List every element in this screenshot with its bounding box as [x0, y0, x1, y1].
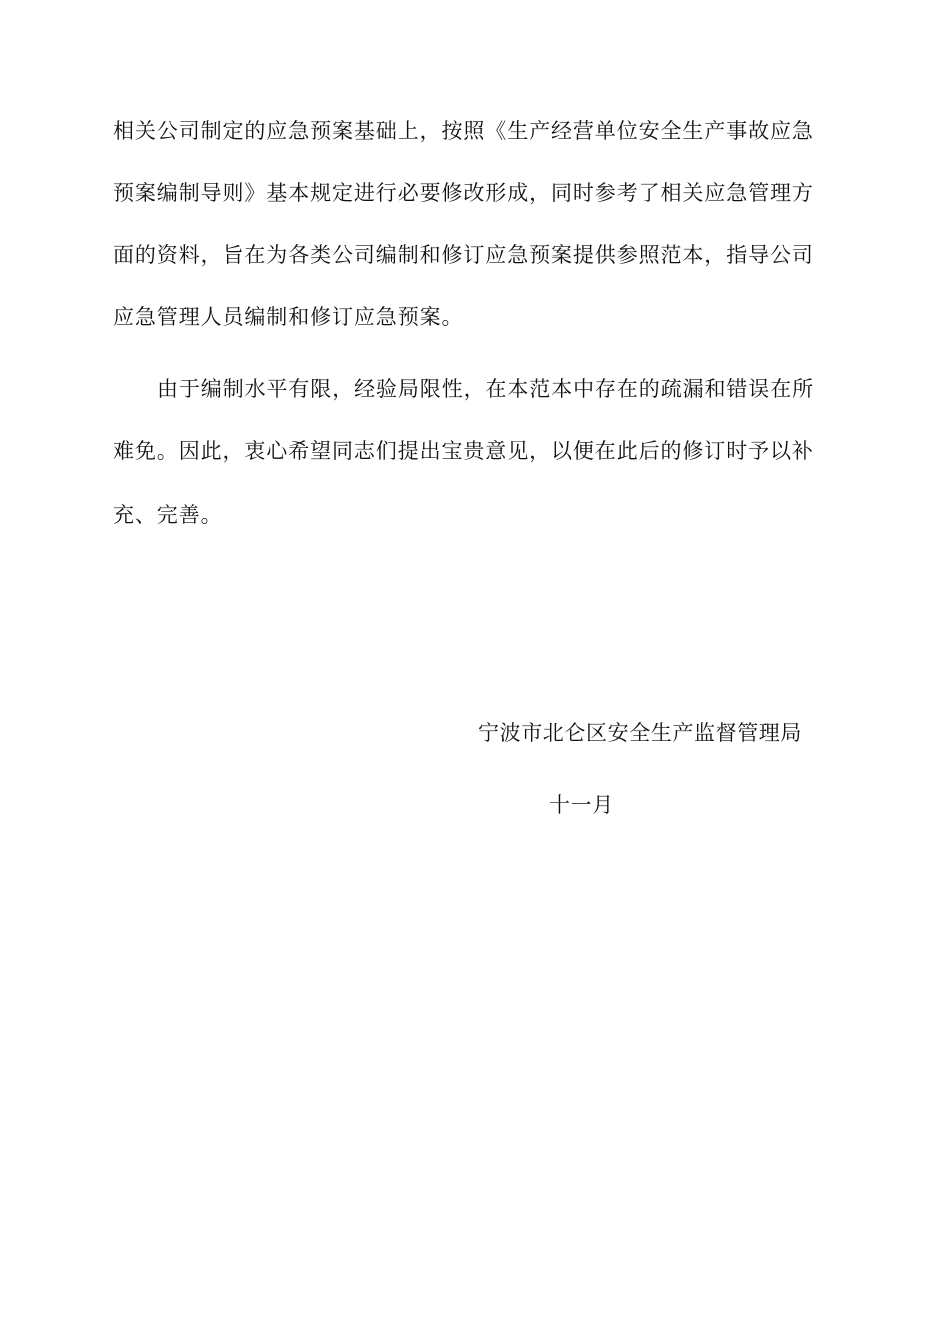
paragraph-1-line-1: 相关公司制定的应急预案基础上，按照《生产经营单位安全生产事故应急 — [113, 119, 814, 143]
paragraph-2-line-2: 难免。因此，衷心希望同志们提出宝贵意见，以便在此后的修订时予以补 — [113, 439, 814, 463]
paragraph-1-line-3: 面的资料，旨在为各类公司编制和修订应急预案提供参照范本，指导公司 — [113, 243, 814, 267]
paragraph-2-line-1: 由于编制水平有限，经验局限性，在本范本中存在的疏漏和错误在所 — [157, 377, 814, 401]
paragraph-1-line-2: 预案编制导则》基本规定进行必要修改形成，同时参考了相关应急管理方 — [113, 181, 814, 205]
signature-date: 十一月 — [549, 793, 614, 817]
signature-organization: 宁波市北仑区安全生产监督管理局 — [478, 721, 802, 745]
paragraph-2-line-3: 充、完善。 — [113, 503, 223, 527]
paragraph-1-line-4: 应急管理人员编制和修订应急预案。 — [113, 305, 464, 329]
